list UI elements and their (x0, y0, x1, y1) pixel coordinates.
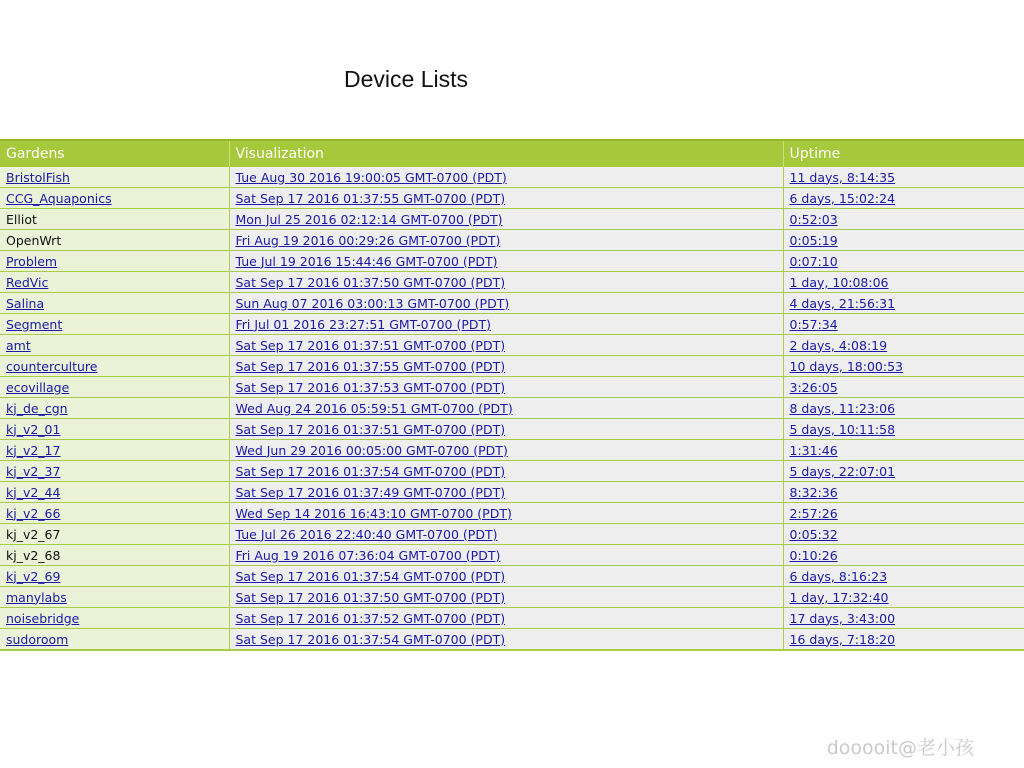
uptime-cell (783, 398, 1024, 419)
uptime-link[interactable]: 0:57:34 (789, 316, 838, 332)
uptime-cell (783, 251, 1024, 272)
table-row (0, 314, 1024, 335)
visualization-cell (229, 335, 783, 356)
table-row (0, 440, 1024, 461)
garden-name: Elliot (6, 211, 37, 227)
garden-link[interactable]: Segment (6, 316, 63, 332)
visualization-cell (229, 377, 783, 398)
uptime-cell (783, 377, 1024, 398)
visualization-link[interactable]: Sat Sep 17 2016 01:37:55 GMT-0700 (PDT) (235, 358, 506, 374)
watermark: dooooit@老小孩 (826, 737, 974, 759)
uptime-cell (783, 188, 1024, 209)
garden-cell (0, 440, 229, 461)
visualization-cell (229, 440, 783, 461)
visualization-link[interactable]: Sat Sep 17 2016 01:37:52 GMT-0700 (PDT) (235, 610, 506, 626)
uptime-link[interactable]: 3:26:05 (789, 379, 838, 395)
visualization-cell (229, 566, 783, 587)
visualization-cell (229, 419, 783, 440)
visualization-cell (229, 293, 783, 314)
visualization-cell (229, 167, 783, 188)
garden-link[interactable]: amt (6, 337, 31, 353)
visualization-link[interactable]: Wed Sep 14 2016 16:43:10 GMT-0700 (PDT) (235, 505, 512, 521)
garden-link[interactable]: kj_v2_01 (6, 421, 61, 437)
uptime-cell (783, 335, 1024, 356)
garden-cell (0, 545, 229, 566)
garden-link[interactable]: kj_v2_66 (6, 505, 61, 521)
uptime-link[interactable]: 8:32:36 (789, 484, 838, 500)
uptime-cell (783, 524, 1024, 545)
visualization-link[interactable]: Sun Aug 07 2016 03:00:13 GMT-0700 (PDT) (235, 295, 510, 311)
uptime-link[interactable]: 8 days, 11:23:06 (789, 400, 896, 416)
device-table-container (0, 139, 1024, 651)
garden-link[interactable]: ecovillage (6, 379, 70, 395)
garden-name: kj_v2_68 (6, 547, 61, 563)
table-row (0, 587, 1024, 608)
table-row (0, 503, 1024, 524)
visualization-link[interactable]: Sat Sep 17 2016 01:37:50 GMT-0700 (PDT) (235, 589, 506, 605)
uptime-link[interactable]: 1:31:46 (789, 442, 838, 458)
garden-name: OpenWrt (6, 232, 62, 248)
uptime-cell (783, 272, 1024, 293)
uptime-link[interactable]: 1 day, 17:32:40 (789, 589, 889, 605)
uptime-cell (783, 608, 1024, 629)
visualization-cell (229, 629, 783, 651)
table-row (0, 209, 1024, 230)
visualization-link[interactable]: Sat Sep 17 2016 01:37:49 GMT-0700 (PDT) (235, 484, 506, 500)
visualization-link[interactable]: Tue Jul 26 2016 22:40:40 GMT-0700 (PDT) (235, 526, 498, 542)
visualization-cell (229, 545, 783, 566)
uptime-cell (783, 419, 1024, 440)
visualization-link[interactable]: Sat Sep 17 2016 01:37:53 GMT-0700 (PDT) (235, 379, 506, 395)
garden-link[interactable]: manylabs (6, 589, 67, 605)
uptime-link[interactable]: 2 days, 4:08:19 (789, 337, 888, 353)
garden-link[interactable]: CCG_Aquaponics (6, 190, 112, 206)
table-header-row (0, 140, 1024, 167)
uptime-link[interactable]: 17 days, 3:43:00 (789, 610, 896, 626)
garden-cell (0, 608, 229, 629)
garden-cell (0, 167, 229, 188)
device-table (0, 139, 1024, 651)
uptime-cell (783, 314, 1024, 335)
uptime-cell (783, 587, 1024, 608)
table-row (0, 608, 1024, 629)
table-row (0, 167, 1024, 188)
visualization-link[interactable]: Fri Aug 19 2016 07:36:04 GMT-0700 (PDT) (235, 547, 501, 563)
table-row (0, 419, 1024, 440)
visualization-cell (229, 482, 783, 503)
garden-link[interactable]: kj_v2_69 (6, 568, 61, 584)
garden-link[interactable]: kj_de_cgn (6, 400, 68, 416)
uptime-link[interactable]: 16 days, 7:18:20 (789, 631, 896, 647)
garden-cell (0, 272, 229, 293)
uptime-link[interactable]: 5 days, 10:11:58 (789, 421, 896, 437)
table-row (0, 356, 1024, 377)
visualization-link[interactable]: Wed Jun 29 2016 00:05:00 GMT-0700 (PDT) (235, 442, 508, 458)
garden-link[interactable]: counterculture (6, 358, 98, 374)
uptime-cell (783, 545, 1024, 566)
visualization-link[interactable]: Tue Aug 30 2016 19:00:05 GMT-0700 (PDT) (235, 169, 507, 185)
garden-cell (0, 629, 229, 651)
table-row (0, 230, 1024, 251)
uptime-link[interactable]: 0:05:19 (789, 232, 838, 248)
table-row (0, 188, 1024, 209)
garden-cell (0, 587, 229, 608)
table-row (0, 272, 1024, 293)
visualization-cell (229, 209, 783, 230)
visualization-link[interactable]: Sat Sep 17 2016 01:37:51 GMT-0700 (PDT) (235, 421, 506, 437)
uptime-cell (783, 230, 1024, 251)
uptime-cell (783, 167, 1024, 188)
garden-cell (0, 377, 229, 398)
visualization-link[interactable]: Fri Jul 01 2016 23:27:51 GMT-0700 (PDT) (235, 316, 492, 332)
visualization-cell (229, 251, 783, 272)
uptime-link[interactable]: 6 days, 8:16:23 (789, 568, 888, 584)
table-row (0, 461, 1024, 482)
visualization-link[interactable]: Tue Jul 19 2016 15:44:46 GMT-0700 (PDT) (235, 253, 498, 269)
page-title: Device Lists (344, 66, 468, 92)
uptime-link[interactable]: 0:10:26 (789, 547, 838, 563)
garden-cell (0, 482, 229, 503)
visualization-link[interactable]: Sat Sep 17 2016 01:37:51 GMT-0700 (PDT) (235, 337, 506, 353)
garden-link[interactable]: Salina (6, 295, 45, 311)
garden-link[interactable]: noisebridge (6, 610, 80, 626)
garden-cell (0, 356, 229, 377)
uptime-cell (783, 503, 1024, 524)
uptime-link[interactable]: 0:07:10 (789, 253, 838, 269)
table-row (0, 398, 1024, 419)
column-header-gardens: Gardens (0, 140, 229, 167)
column-header-visualization: Visualization (229, 140, 783, 167)
visualization-cell (229, 398, 783, 419)
visualization-link[interactable]: Sat Sep 17 2016 01:37:54 GMT-0700 (PDT) (235, 631, 506, 647)
column-header-uptime: Uptime (783, 140, 1024, 167)
visualization-cell (229, 608, 783, 629)
garden-link[interactable]: BristolFish (6, 169, 70, 185)
garden-name: kj_v2_67 (6, 526, 61, 542)
uptime-cell (783, 440, 1024, 461)
uptime-cell (783, 209, 1024, 230)
garden-link[interactable]: kj_v2_17 (6, 442, 61, 458)
uptime-link[interactable]: 0:05:32 (789, 526, 838, 542)
garden-cell (0, 566, 229, 587)
garden-link[interactable]: kj_v2_44 (6, 484, 61, 500)
garden-cell (0, 398, 229, 419)
uptime-cell (783, 482, 1024, 503)
visualization-cell (229, 272, 783, 293)
table-row (0, 524, 1024, 545)
garden-link[interactable]: RedVic (6, 274, 49, 290)
table-row (0, 629, 1024, 651)
uptime-cell (783, 566, 1024, 587)
visualization-cell (229, 230, 783, 251)
garden-cell (0, 293, 229, 314)
visualization-cell (229, 587, 783, 608)
visualization-cell (229, 524, 783, 545)
garden-link[interactable]: sudoroom (6, 631, 69, 647)
uptime-link[interactable]: 10 days, 18:00:53 (789, 358, 903, 374)
uptime-cell (783, 461, 1024, 482)
table-row (0, 482, 1024, 503)
table-row (0, 251, 1024, 272)
garden-cell (0, 524, 229, 545)
garden-link[interactable]: kj_v2_37 (6, 463, 61, 479)
visualization-link[interactable]: Sat Sep 17 2016 01:37:54 GMT-0700 (PDT) (235, 568, 506, 584)
visualization-link[interactable]: Wed Aug 24 2016 05:59:51 GMT-0700 (PDT) (235, 400, 513, 416)
visualization-link[interactable]: Sat Sep 17 2016 01:37:50 GMT-0700 (PDT) (235, 274, 506, 290)
table-row (0, 545, 1024, 566)
visualization-cell (229, 314, 783, 335)
visualization-cell (229, 356, 783, 377)
uptime-link[interactable]: 1 day, 10:08:06 (789, 274, 889, 290)
uptime-link[interactable]: 11 days, 8:14:35 (789, 169, 896, 185)
uptime-link[interactable]: 4 days, 21:56:31 (789, 295, 896, 311)
table-row (0, 293, 1024, 314)
table-row (0, 335, 1024, 356)
table-row (0, 377, 1024, 398)
garden-link[interactable]: Problem (6, 253, 58, 269)
visualization-link[interactable]: Fri Aug 19 2016 00:29:26 GMT-0700 (PDT) (235, 232, 501, 248)
garden-cell (0, 503, 229, 524)
table-body (0, 167, 1024, 650)
garden-cell (0, 335, 229, 356)
table-row (0, 566, 1024, 587)
visualization-link[interactable]: Mon Jul 25 2016 02:12:14 GMT-0700 (PDT) (235, 211, 503, 227)
garden-cell (0, 209, 229, 230)
garden-cell (0, 188, 229, 209)
garden-cell (0, 230, 229, 251)
visualization-cell (229, 503, 783, 524)
visualization-link[interactable]: Sat Sep 17 2016 01:37:55 GMT-0700 (PDT) (235, 190, 506, 206)
garden-cell (0, 251, 229, 272)
uptime-link[interactable]: 0:52:03 (789, 211, 838, 227)
visualization-cell (229, 188, 783, 209)
uptime-link[interactable]: 2:57:26 (789, 505, 838, 521)
visualization-link[interactable]: Sat Sep 17 2016 01:37:54 GMT-0700 (PDT) (235, 463, 506, 479)
garden-cell (0, 314, 229, 335)
visualization-cell (229, 461, 783, 482)
uptime-link[interactable]: 5 days, 22:07:01 (789, 463, 896, 479)
uptime-link[interactable]: 6 days, 15:02:24 (789, 190, 896, 206)
uptime-cell (783, 629, 1024, 651)
garden-cell (0, 461, 229, 482)
uptime-cell (783, 356, 1024, 377)
garden-cell (0, 419, 229, 440)
uptime-cell (783, 293, 1024, 314)
